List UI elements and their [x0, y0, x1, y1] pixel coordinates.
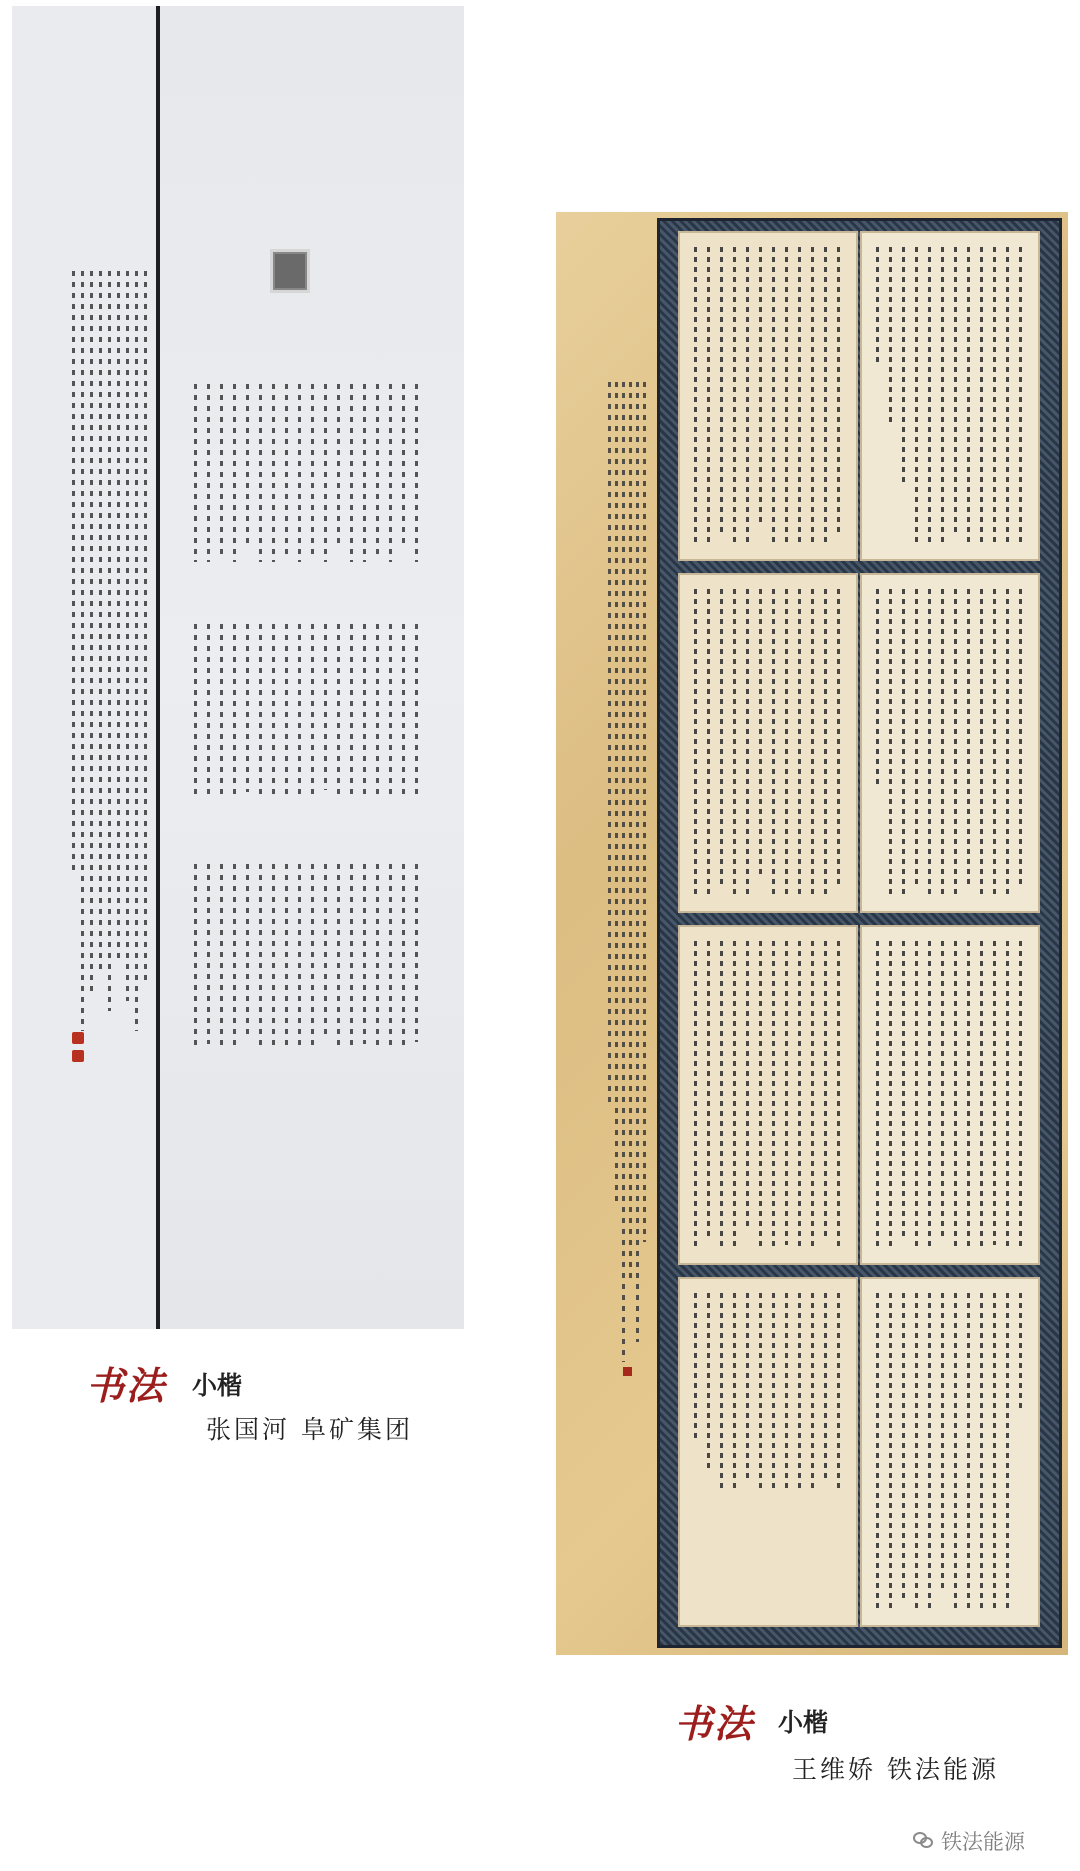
calligraphy-panel	[860, 573, 1040, 913]
calligraphy-panel	[678, 573, 858, 913]
red-seal-stamp	[72, 1032, 84, 1044]
wechat-icon	[913, 1832, 935, 1850]
watermark-text: 铁法能源	[941, 1830, 1025, 1854]
wechat-watermark	[913, 1826, 1025, 1856]
caption-title-calligraphy: 书法	[674, 1701, 755, 1746]
caption-author: 张国河 阜矿集团	[206, 1415, 413, 1444]
calligraphy-panel	[860, 1277, 1040, 1627]
calligraphy-panel	[678, 925, 858, 1265]
caption-author: 王维娇 铁法能源	[792, 1755, 999, 1784]
artwork-mounted-scroll	[556, 212, 1068, 1655]
calligraphy-text-block-1	[194, 384, 424, 562]
calligraphy-panel	[678, 231, 858, 561]
caption-style: 小楷	[778, 1708, 829, 1737]
red-seal-stamp	[623, 1367, 632, 1376]
calligraphy-text-columns-left	[72, 271, 152, 1031]
caption-style: 小楷	[192, 1371, 243, 1400]
calligraphy-panel	[860, 231, 1040, 561]
red-seal-stamp	[72, 1050, 84, 1062]
calligraphy-panel	[678, 1277, 858, 1627]
patterned-mount-frame	[657, 218, 1062, 1648]
calligraphy-text-block-3	[194, 864, 424, 1050]
artwork-white-scroll	[12, 6, 464, 1329]
calligraphy-text-block-2	[194, 624, 424, 800]
calligraphy-panel	[860, 925, 1040, 1265]
calligraphy-inscription-columns	[608, 382, 648, 1382]
caption-title-calligraphy: 书法	[86, 1363, 167, 1408]
square-seal-stamp	[270, 249, 310, 293]
